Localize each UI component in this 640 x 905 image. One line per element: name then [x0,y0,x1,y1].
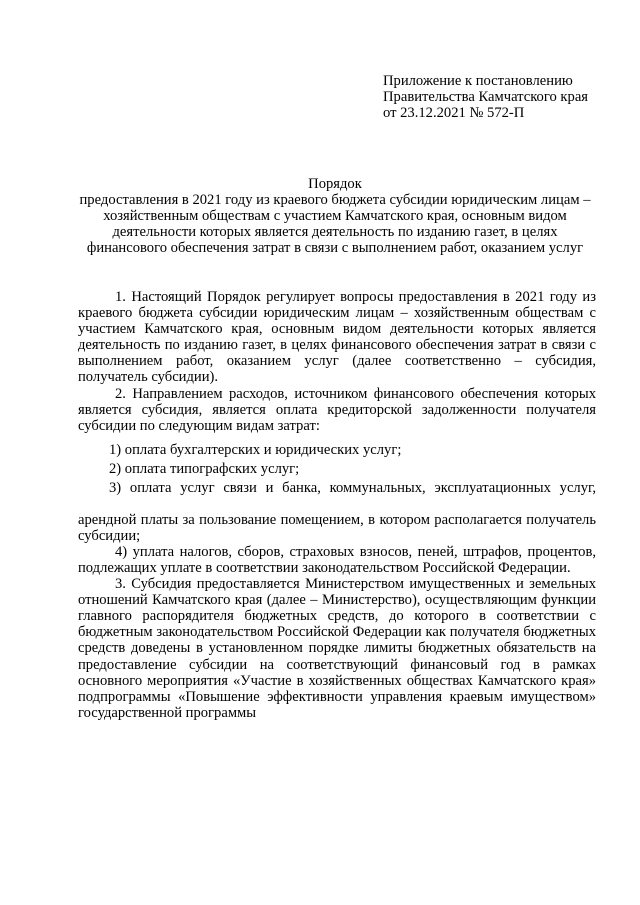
list-item: 3) оплата услуг связи и банка, коммунальных, эксплуатационных услуг, [109,480,596,497]
list-item-continuation: арендной платы за пользование помещением, в котором располагается получатель субсидии; [78,511,596,544]
paragraph-1: 1. Настоящий Порядок регулирует вопросы предоставления в 2021 году из краевого бюджета субсидии юридическим лицам – хозяйственным обществам с участием Камчатского края, основным видом деятельности которых является деятельность по изданию газет, в целях финансового обеспечения затрат в связи с выполнением работ, оказанием услуг (далее соответственно – субсидия, получатель субсидии). [78,289,596,386]
document-title-block [74,176,596,256]
document-title: Порядок [308,176,362,192]
paragraph-2: 2. Направлением расходов, источником финансового обеспечения которых является субсидия, является оплата кредиторской задолженности получателя субсидии по следующим видам затрат: [78,385,596,434]
document-body [78,289,596,721]
header-line-2: Правительства Камчатского края [383,89,589,105]
header-line-1: Приложение к постановлению [383,73,573,89]
approval-header [383,73,623,121]
list-item: 2) оплата типографских услуг; [109,461,300,478]
list-item: 1) оплата бухгалтерских и юридических услуг; [109,441,402,458]
paragraph-3: 3. Субсидия предоставляется Министерством имущественных и земельных отношений Камчатского края (далее – Министерство), осуществляющим функции главного распорядителя бюджетных средств, до которого в соответствии с бюджетным законодательством Российской Федерации как получателя бюджетных средств доведены в установленном порядке лимиты бюджетных обязательств на предоставление субсидии на соответствующий финансовый год в рамках основного мероприятия «Участие в хозяйственных обществах Камчатского края» подпрограммы «Повышение эффективности управления краевым имуществом» государственной программы [78,576,596,721]
header-line-3: от 23.12.2021 № 572-П [383,105,525,121]
list-item-4: 4) уплата налогов, сборов, страховых взносов, пеней, штрафов, процентов, подлежащих уплате в соответствии законодательством Российской Федерации. [78,543,596,577]
expense-list [78,442,596,497]
document-subtitle: предоставления в 2021 году из краевого бюджета субсидии юридическим лицам – хозяйственным обществам с участием Камчатского края, основным видом деятельности которых является деятельность по изданию газет, в целях финансового обеспечения затрат в связи с выполнением работ, оказанием услуг [79,192,591,256]
